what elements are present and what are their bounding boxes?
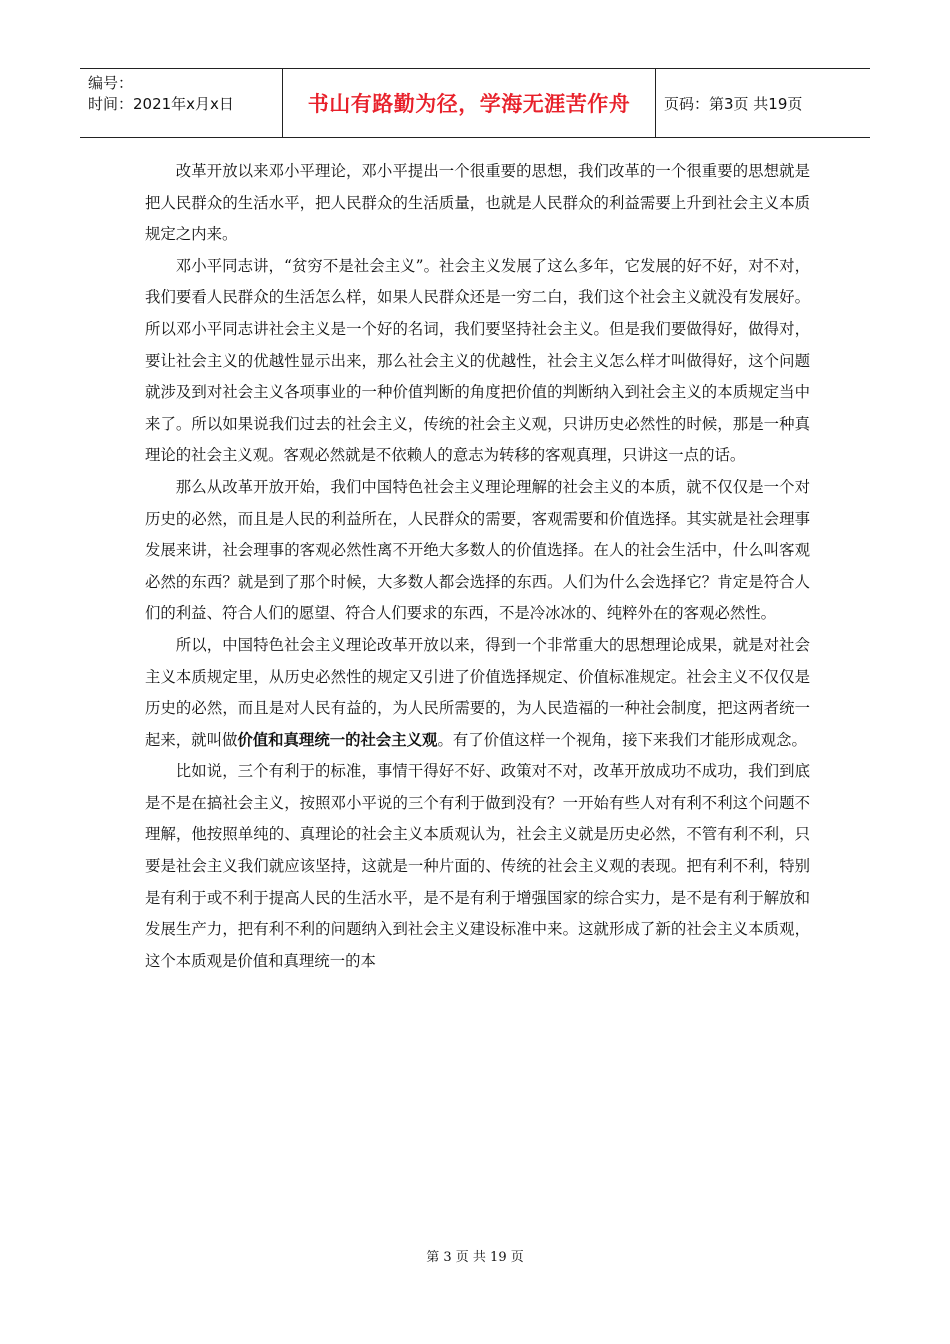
paragraph: 比如说，三个有利于的标准，事情干得好不好、政策对不对，改革开放成功不成功，我们到底是不是在搞社会主义，按照邓小平说的三个有利于做到没有？一开始有些人对有利不利这个问题不理解，他按照单纯的、真理论的社会主义本质观认为，社会主义就是历史必然，不管有利不利，只要是社会主义我们就应该坚持，这就是一种片面的、传统的社会主义观的表现。把有利不利，特别是有利于或不利于提高人民的生活水平，是不是有利于增强国家的综合实力，是不是有利于解放和发展生产力，把有利不利的问题纳入到社会主义建设标准中来。这就形成了新的社会主义本质观，这个本质观是价值和真理统一的本 xyxy=(145,762,810,970)
bold-term: 价值和真理统一的社会主义观 xyxy=(237,730,438,749)
paragraph: 改革开放以来邓小平理论，邓小平提出一个很重要的思想，我们改革的一个很重要的思想就是把人民群众的生活水平，把人民群众的生活质量，也就是人民群众的利益需要上升到社会主义本质规定之内来。 xyxy=(145,162,810,244)
document-number-label: 编号： xyxy=(88,74,134,92)
paragraph-text: 。有了价值这样一个视角，接下来我们才能形成观念。 xyxy=(437,730,807,749)
header-page-label: 页码：第3页 共19页 xyxy=(664,94,803,113)
document-time-label: 时间：2021年x月x日 xyxy=(88,95,234,113)
document-body xyxy=(145,156,810,977)
header-page-cell xyxy=(656,69,870,137)
paragraph: 那么从改革开放开始，我们中国特色社会主义理论理解的社会主义的本质，就不仅仅是一个对历史的必然，而且是人民的利益所在，人民群众的需要，客观需要和价值选择。其实就是社会理事发展来讲，社会理事的客观必然性离不开绝大多数人的价值选择。在人的社会生活中，什么叫客观必然的东西？就是到了那个时候，大多数人都会选择的东西。人们为什么会选择它？肯定是符合人们的利益、符合人们的愿望、符合人们要求的东西，不是冷冰冰的、纯粹外在的客观必然性。 xyxy=(145,477,810,623)
paragraph xyxy=(145,630,810,756)
header-motto-cell xyxy=(283,69,656,137)
header-motto: 书山有路勤为径，学海无涯苦作舟 xyxy=(307,92,631,116)
paragraph-text: 所以，中国特色社会主义理论改革开放以来，得到一个非常重大的思想理论成果，就是对社会主义本质规定里，从历史必然性的规定又引进了价值选择规定、价值标准规定。社会主义不仅仅是历史的必然，而且是对人民有益的，为人民所需要的，为人民造福的一种社会制度，把这两者统一起来，就叫做 xyxy=(145,635,810,749)
header-meta xyxy=(80,69,283,137)
page-footer: 第 3 页 共 19 页 xyxy=(426,1250,524,1265)
paragraph: 邓小平同志讲，“贫穷不是社会主义”。社会主义发展了这么多年，它发展的好不好，对不对，我们要看人民群众的生活怎么样，如果人民群众还是一穷二白，我们这个社会主义就没有发展好。所以邓小平同志讲社会主义是一个好的名词，我们要坚持社会主义。但是我们要做得好，做得对，要让社会主义的优越性显示出来，那么社会主义的优越性，社会主义怎么样才叫做得好，这个问题就涉及到对社会主义各项事业的一种价值判断的角度把价值的判断纳入到社会主义的本质规定当中来了。所以如果说我们过去的社会主义，传统的社会主义观，只讲历史必然性的时候，那是一种真理论的社会主义观。客观必然就是不依赖人的意志为转移的客观真理，只讲这一点的话。 xyxy=(145,256,810,465)
page-header xyxy=(80,68,870,138)
